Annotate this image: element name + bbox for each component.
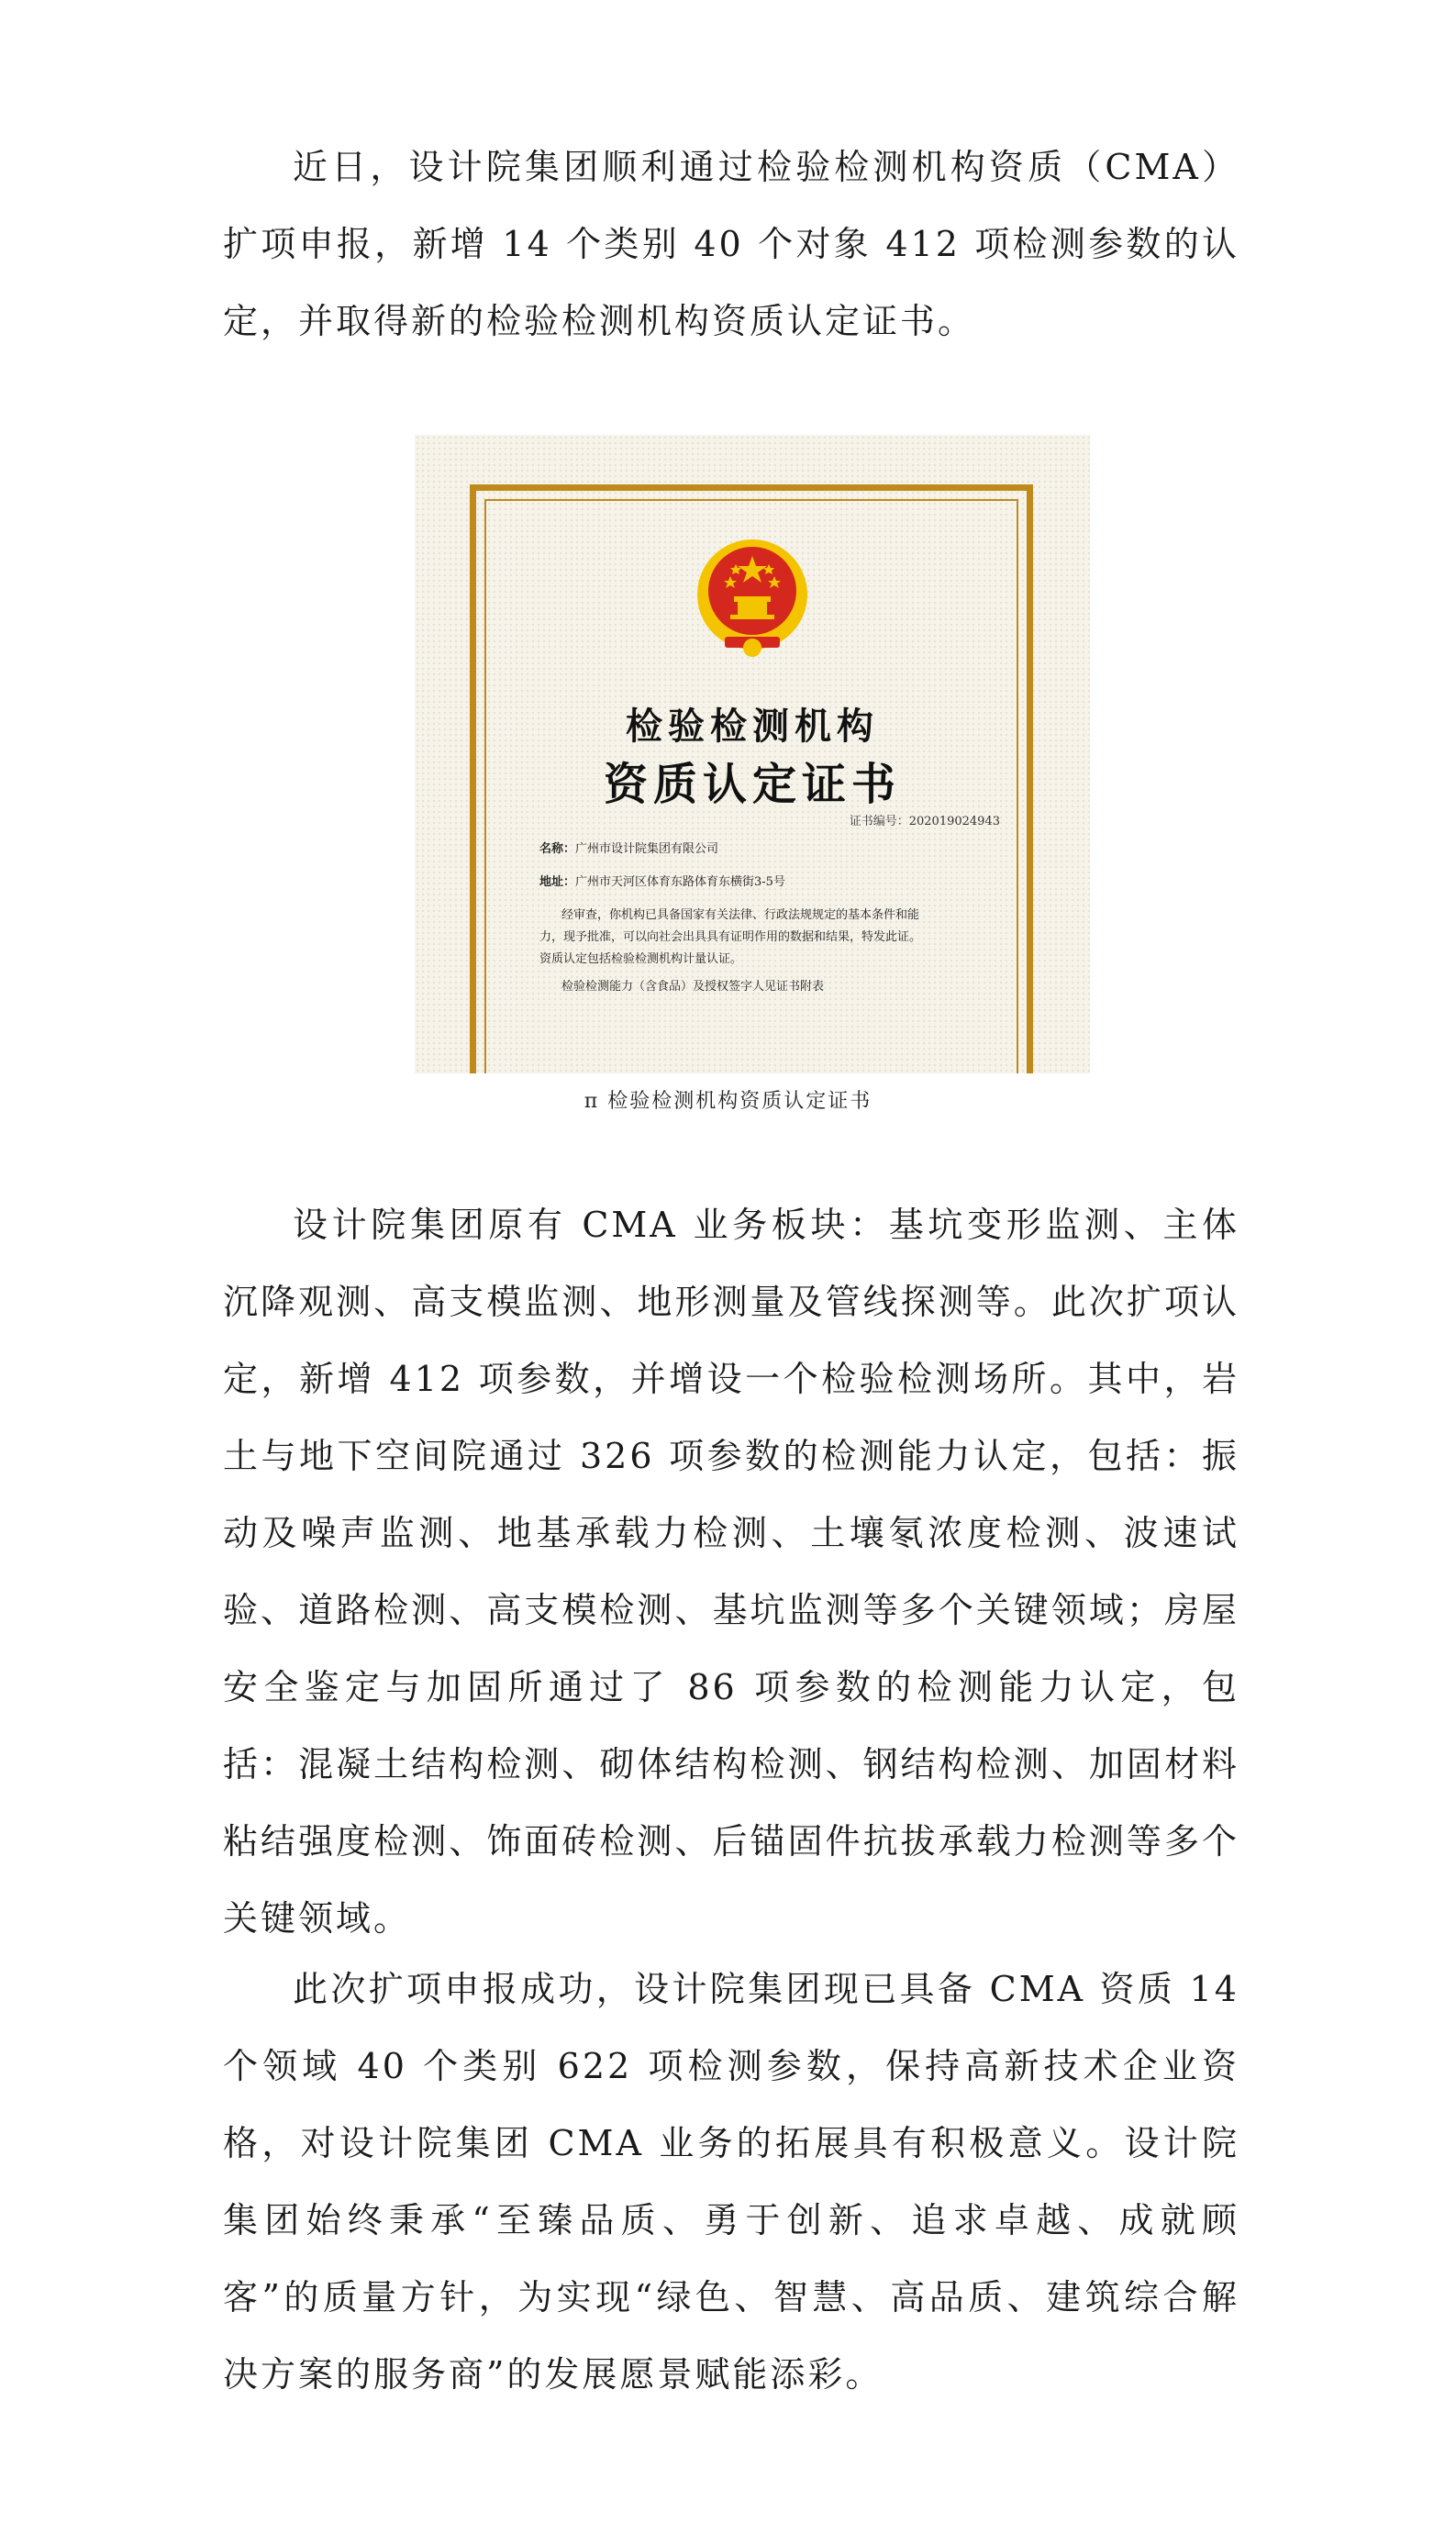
certificate-name-value: 广州市设计院集团有限公司	[575, 842, 719, 856]
national-emblem-icon	[688, 534, 817, 662]
paragraph-conclusion: 此次扩项申报成功，设计院集团现已具备 CMA 资质 14 个领域 40 个类别 622 项检测参数，保持高新技术企业资格，对设计院集团 CMA 业务的拓展具有积极意义。设计院集团始终秉承“至臻品质、勇于创新、追求卓越、成就顾客”的质量方针，为实现“绿色、智慧、高品质、建筑综合解决方案的服务商”的发展愿景赋能添彩。	[223, 1969, 1239, 2395]
certificate-body-line: 检验检测能力（含食品）及授权签字人见证书附表	[561, 980, 825, 994]
image-caption: π 检验检测机构资质认定证书	[584, 1090, 872, 1113]
certificate-image	[415, 435, 1090, 1073]
paragraph-cma-scope: 设计院集团原有 CMA 业务板块：基坑变形监测、主体沉降观测、高支模监测、地形测量及管线探测等。此次扩项认定，新增 412 项参数，并增设一个检验检测场所。其中，岩土与地下空间院通过 326 项参数的检测能力认定，包括：振动及噪声监测、地基承载力检测、土壤氡浓度检测、波速试验、道路检测、高支模检测、基坑监测等多个关键领域；房屋安全鉴定与加固所通过了 86 项参数的检测能力认定，包括：混凝土结构检测、砌体结构检测、钢结构检测、加固材料粘结强度检测、饰面砖检测、后锚固件抗拔承载力检测等多个关键领域。	[223, 1205, 1239, 1939]
certificate-title-line2: 资质认定证书	[603, 759, 901, 810]
certificate-name-line	[539, 839, 718, 856]
certificate-title-line1: 检验检测机构	[626, 706, 879, 748]
certificate-body-line: 力，现予批准，可以向社会出具具有证明作用的数据和结果，特发此证。	[539, 930, 922, 944]
certificate-address-label: 地址：	[539, 875, 576, 889]
certificate-address-value: 广州市天河区体育东路体育东横街3-5号	[575, 875, 785, 889]
certificate-name-label: 名称：	[539, 842, 576, 856]
certificate-body-line: 资质认定包括检验检测机构计量认证。	[539, 952, 743, 966]
paragraph-intro: 近日，设计院集团顺利通过检验检测机构资质（CMA）扩项申报，新增 14 个类别 40 个对象 412 项检测参数的认定，并取得新的检验检测机构资质认定证书。	[223, 147, 1239, 341]
certificate-number: 证书编号：202019024943	[849, 815, 1000, 828]
certificate-body-line: 经审查，你机构已具备国家有关法律、行政法规规定的基本条件和能	[561, 908, 920, 922]
certificate-address-line	[539, 872, 785, 889]
